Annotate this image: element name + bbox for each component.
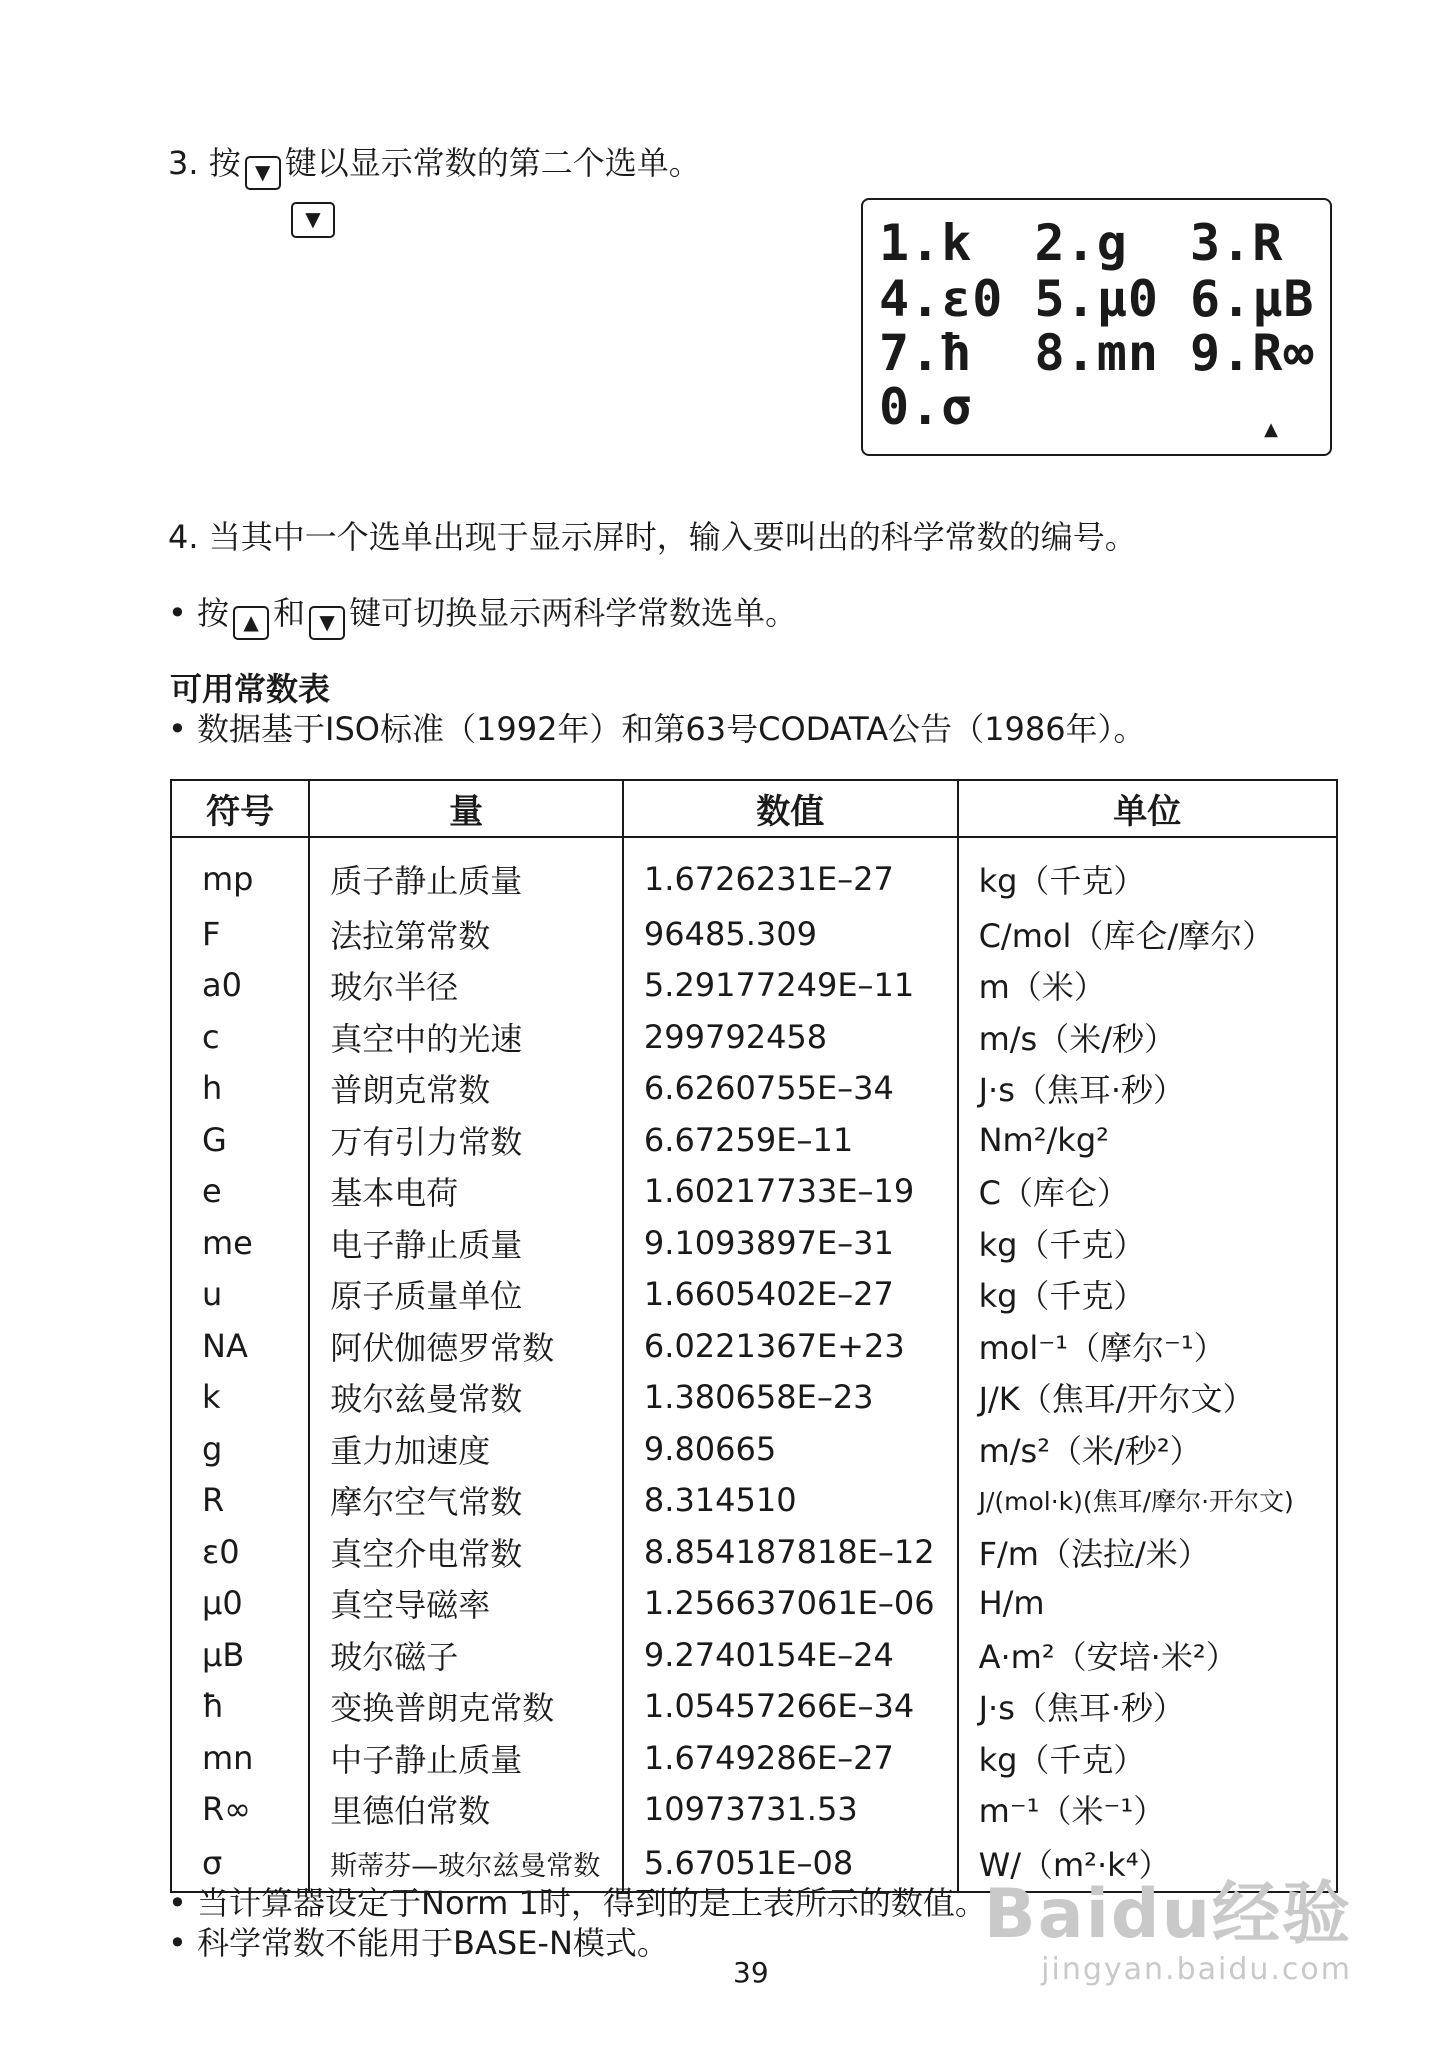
symbol-cell: a0 [171, 960, 309, 1012]
symbol-cell: ħ [171, 1681, 309, 1733]
unit-cell: m/s²（米/秒²） [958, 1423, 1337, 1475]
quantity-cell: 电子静止质量 [309, 1217, 623, 1269]
symbol-cell: NA [171, 1320, 309, 1372]
step-3-suffix: 键以显示常数的第二个选单。 [284, 144, 701, 182]
symbol-cell: g [171, 1423, 309, 1475]
step-3-number: 3. [168, 144, 199, 182]
unit-cell: A·m²（安培·米²） [958, 1629, 1337, 1681]
step-3-prefix: 按 [208, 144, 241, 182]
footnote-norm: • 当计算器设定于Norm 1时，得到的是上表所示的数值。 [168, 1884, 987, 1922]
down-key-standalone-icon: ▼ [291, 202, 335, 238]
table-row [171, 1681, 1337, 1733]
quantity-cell: 玻尔磁子 [309, 1629, 623, 1681]
table-row [171, 908, 1337, 960]
table-row [171, 1217, 1337, 1269]
lcd-row-1: 1.k 2.g 3.R [879, 214, 1284, 272]
value-cell: 10973731.53 [623, 1784, 958, 1836]
table-title: 可用常数表 [170, 670, 331, 708]
baidu-watermark-url: jingyan.baidu.com [1041, 1952, 1352, 1987]
value-cell: 9.2740154E–24 [623, 1629, 958, 1681]
step-3-line [168, 138, 701, 190]
table-row [171, 1320, 1337, 1372]
table-header-row [171, 780, 1337, 837]
quantity-cell: 法拉第常数 [309, 908, 623, 960]
quantity-cell: 玻尔兹曼常数 [309, 1372, 623, 1424]
unit-cell: J/K（焦耳/开尔文） [958, 1372, 1337, 1424]
value-cell: 299792458 [623, 1011, 958, 1063]
value-cell: 6.0221367E+23 [623, 1320, 958, 1372]
quantity-cell: 里德伯常数 [309, 1784, 623, 1836]
value-cell: 1.05457266E–34 [623, 1681, 958, 1733]
value-cell: 1.60217733E–19 [623, 1166, 958, 1218]
symbol-cell: G [171, 1114, 309, 1166]
value-cell: 1.6726231E–27 [623, 837, 958, 908]
header-unit: 单位 [958, 780, 1337, 837]
switch-suffix: 键可切换显示两科学常数选单。 [349, 594, 798, 632]
down-key-icon: ▼ [245, 156, 281, 190]
unit-cell: m/s（米/秒） [958, 1011, 1337, 1063]
symbol-cell: h [171, 1063, 309, 1115]
footnote-base-n: • 科学常数不能用于BASE-N模式。 [168, 1924, 669, 1962]
quantity-cell: 普朗克常数 [309, 1063, 623, 1115]
table-row [171, 1423, 1337, 1475]
header-value: 数值 [623, 780, 958, 837]
table-row [171, 1732, 1337, 1784]
symbol-cell: u [171, 1269, 309, 1321]
quantity-cell: 真空导磁率 [309, 1578, 623, 1630]
table-row [171, 1269, 1337, 1321]
unit-cell: C（库仑） [958, 1166, 1337, 1218]
unit-cell: H/m [958, 1578, 1337, 1630]
unit-cell: kg（千克） [958, 1269, 1337, 1321]
lcd-row-3: 7.ħ 8.mn 9.R∞ [879, 324, 1315, 382]
value-cell: 1.6749286E–27 [623, 1732, 958, 1784]
table-row [171, 960, 1337, 1012]
down-key-icon: ▼ [309, 606, 345, 640]
quantity-cell: 中子静止质量 [309, 1732, 623, 1784]
value-cell: 96485.309 [623, 908, 958, 960]
symbol-cell: c [171, 1011, 309, 1063]
table-note: • 数据基于ISO标准（1992年）和第63号CODATA公告（1986年）。 [168, 710, 1146, 748]
unit-cell: Nm²/kg² [958, 1114, 1337, 1166]
switch-prefix: 按 [197, 594, 230, 632]
unit-cell: kg（千克） [958, 1217, 1337, 1269]
calculator-lcd-display [861, 198, 1332, 456]
quantity-cell: 万有引力常数 [309, 1114, 623, 1166]
symbol-cell: R [171, 1475, 309, 1527]
up-key-icon: ▲ [233, 606, 269, 640]
table-row [171, 837, 1337, 908]
unit-cell: kg（千克） [958, 1732, 1337, 1784]
symbol-cell: μ0 [171, 1578, 309, 1630]
symbol-cell: μB [171, 1629, 309, 1681]
bullet-mark: • [168, 594, 187, 632]
unit-cell: m（米） [958, 960, 1337, 1012]
value-cell: 5.67051E–08 [623, 1835, 958, 1892]
quantity-cell: 玻尔半径 [309, 960, 623, 1012]
unit-cell: kg（千克） [958, 837, 1337, 908]
page-number: 39 [733, 1956, 769, 1989]
unit-cell: J/(mol·k)(焦耳/摩尔·开尔文) [958, 1475, 1337, 1527]
down-key-illustration [287, 202, 339, 238]
quantity-cell: 真空介电常数 [309, 1526, 623, 1578]
table-row [171, 1372, 1337, 1424]
value-cell: 6.6260755E–34 [623, 1063, 958, 1115]
value-cell: 9.1093897E–31 [623, 1217, 958, 1269]
quantity-cell: 斯蒂芬—玻尔兹曼常数 [309, 1835, 623, 1892]
symbol-cell: F [171, 908, 309, 960]
unit-cell: W/（m²·k⁴） [958, 1835, 1337, 1892]
symbol-cell: σ [171, 1835, 309, 1892]
quantity-cell: 变换普朗克常数 [309, 1681, 623, 1733]
value-cell: 8.314510 [623, 1475, 958, 1527]
step-4-line: 4. 当其中一个选单出现于显示屏时，输入要叫出的科学常数的编号。 [168, 518, 1137, 556]
unit-cell: J·s（焦耳·秒） [958, 1063, 1337, 1115]
symbol-cell: R∞ [171, 1784, 309, 1836]
table-row [171, 1475, 1337, 1527]
quantity-cell: 真空中的光速 [309, 1011, 623, 1063]
table-row [171, 1526, 1337, 1578]
value-cell: 1.380658E–23 [623, 1372, 958, 1424]
table-row [171, 1784, 1337, 1836]
symbol-cell: ε0 [171, 1526, 309, 1578]
quantity-cell: 原子质量单位 [309, 1269, 623, 1321]
value-cell: 1.6605402E–27 [623, 1269, 958, 1321]
baidu-watermark: Baidu经验 [983, 1875, 1352, 1954]
unit-cell: J·s（焦耳·秒） [958, 1681, 1337, 1733]
value-cell: 6.67259E–11 [623, 1114, 958, 1166]
unit-cell: mol⁻¹（摩尔⁻¹） [958, 1320, 1337, 1372]
unit-cell: C/mol（库仑/摩尔） [958, 908, 1337, 960]
quantity-cell: 基本电荷 [309, 1166, 623, 1218]
table-row [171, 1011, 1337, 1063]
symbol-cell: e [171, 1166, 309, 1218]
quantity-cell: 阿伏伽德罗常数 [309, 1320, 623, 1372]
value-cell: 1.256637061E–06 [623, 1578, 958, 1630]
unit-cell: m⁻¹（米⁻¹） [958, 1784, 1337, 1836]
symbol-cell: mp [171, 837, 309, 908]
lcd-row-4: 0.σ [879, 378, 973, 436]
constants-table [170, 779, 1338, 1893]
symbol-cell: me [171, 1217, 309, 1269]
header-quantity: 量 [309, 780, 623, 837]
quantity-cell: 摩尔空气常数 [309, 1475, 623, 1527]
header-symbol: 符号 [171, 780, 309, 837]
table-row [171, 1063, 1337, 1115]
value-cell: 8.854187818E–12 [623, 1526, 958, 1578]
quantity-cell: 质子静止质量 [309, 837, 623, 908]
symbol-cell: k [171, 1372, 309, 1424]
unit-cell: F/m（法拉/米） [958, 1526, 1337, 1578]
table-row [171, 1114, 1337, 1166]
quantity-cell: 重力加速度 [309, 1423, 623, 1475]
switch-menu-bullet [168, 588, 797, 640]
table-row [171, 1578, 1337, 1630]
symbol-cell: mn [171, 1732, 309, 1784]
value-cell: 9.80665 [623, 1423, 958, 1475]
value-cell: 5.29177249E–11 [623, 960, 958, 1012]
table-row [171, 1629, 1337, 1681]
table-row [171, 1166, 1337, 1218]
switch-mid: 和 [273, 594, 306, 632]
scroll-up-indicator-icon: ▲ [1264, 419, 1278, 440]
lcd-row-2: 4.ε0 5.μ0 6.μB [879, 270, 1315, 328]
